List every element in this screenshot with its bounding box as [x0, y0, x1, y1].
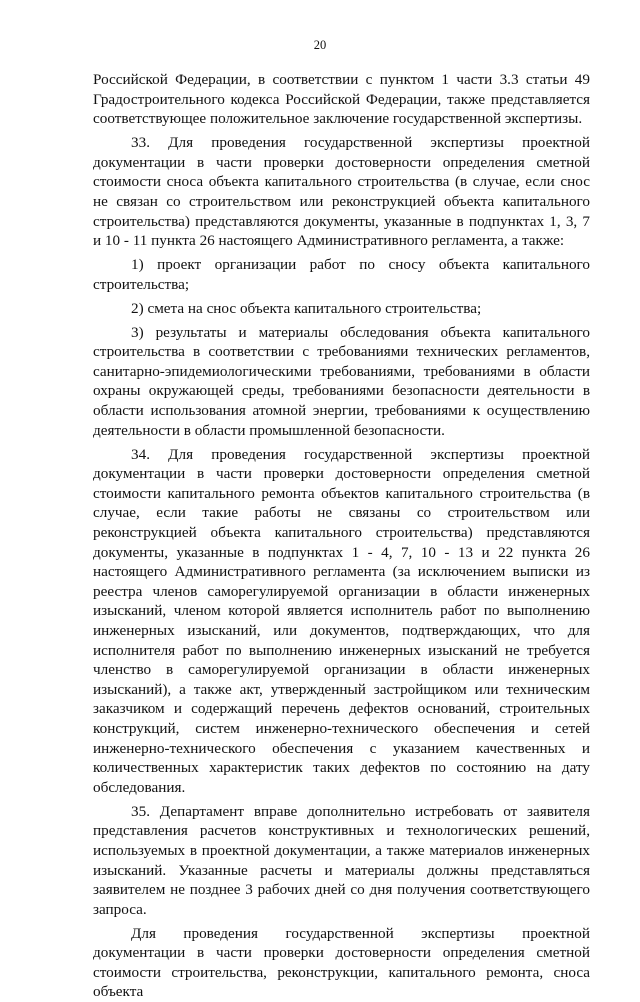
document-body — [93, 70, 590, 1002]
paragraph-expertise-continued: Для проведения государственной экспертизы проектной документации в части проверки достоверности определения сметной стоимости строительства, реконструкции, капитального ремонта, сноса объекта — [93, 924, 590, 1001]
subitem-33-3: 3) результаты и материалы обследования объекта капитального строительства в соответствии с требованиями технических регламентов, санитарно-эпидемиологическими требованиями, требованиями в области охраны окружающей среды, требованиями безопасности деятельности в области использования атомной энергии, требованиями к осуществлению деятельности в области промышленной безопасности. — [93, 323, 590, 439]
subitem-33-2: 2) смета на снос объекта капитального строительства; — [131, 299, 482, 317]
paragraph-item-34: 34. Для проведения государственной экспертизы проектной документации в части проверки достоверности определения сметной стоимости капитального ремонта объектов капитального строительства (в случае, если такие работы не связаны со строительством или реконструкцией объекта капитального строительства) представляются документы, указанные в подпунктах 1 - 4, 7, 10 - 13 и 22 пункта 26 настоящего Административного регламента (за исключением выписки из реестра членов саморегулируемой организации в области инженерных изысканий, членом которой является исполнитель работ по выполнению инженерных изысканий, или документов, подтверждающих, что для исполнителя работ по выполнению инженерных изысканий не требуется членство в саморегулируемой организации в области инженерных изысканий), а также акт, утвержденный застройщиком или техническим заказчиком и содержащий перечень дефектов оснований, строительных конструкций, систем инженерно-технического обеспечения и сетей инженерно-технического обеспечения с указанием качественных и количественных характеристик таких дефектов по состоянию на дату обследования. — [93, 445, 590, 796]
paragraph-item-33: 33. Для проведения государственной экспертизы проектной документации в части проверки достоверности определения сметной стоимости сноса объекта капитального строительства (в случае, если снос не связан со строительством или реконструкцией объекта капитального строительства) представляются документы, указанные в подпунктах 1, 3, 7 и 10 - 11 пункта 26 настоящего Административного регламента, а также: — [93, 134, 590, 250]
paragraph-item-35: 35. Департамент вправе дополнительно истребовать от заявителя представления расчетов конструктивных и технологических решений, используемых в проектной документации, а также материалов инженерных изысканий. Указанные расчеты и материалы должны представляться заявителем не позднее 3 рабочих дней со дня получения соответствующего запроса. — [93, 802, 590, 918]
page-number: 20 — [313, 38, 327, 52]
paragraph-continuation: Российской Федерации, в соответствии с пунктом 1 части 3.3 статьи 49 Градостроительного кодекса Российской Федерации, также представляется соответствующее положительное заключение государственной экспертизы. — [93, 71, 590, 128]
subitem-33-1: 1) проект организации работ по сносу объекта капитального строительства; — [93, 256, 590, 293]
